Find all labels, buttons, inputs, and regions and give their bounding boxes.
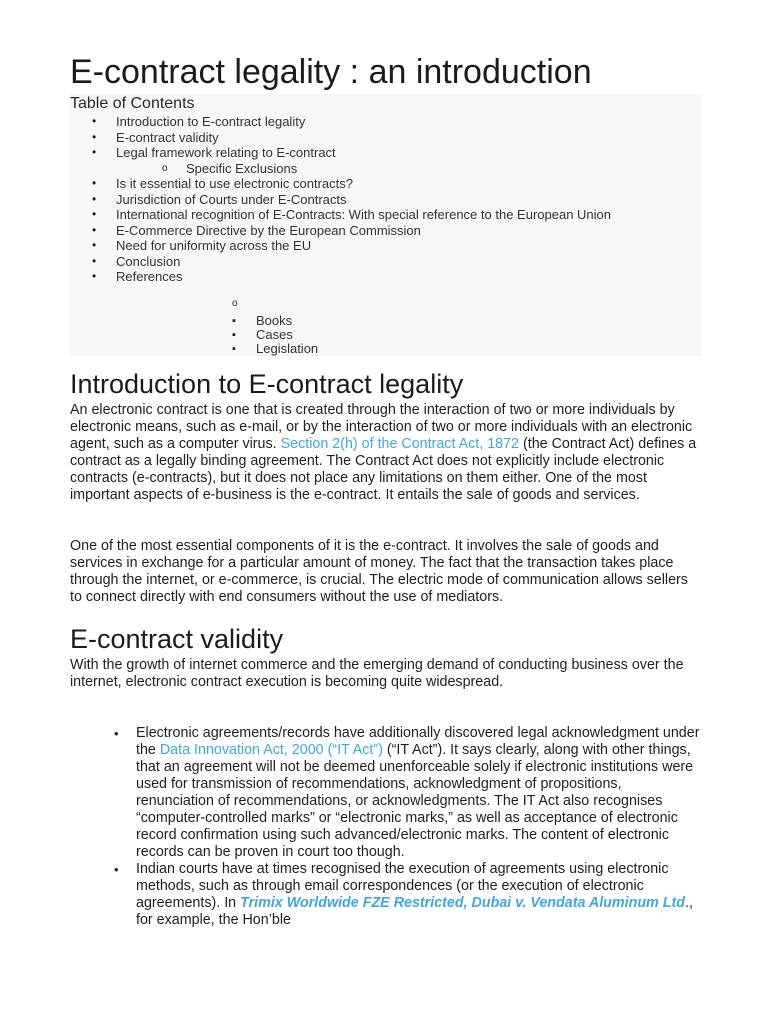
- validity-bullet-it-act: [70, 725, 702, 861]
- toc-references-list: [70, 314, 318, 356]
- section-heading-validity: E-contract validity: [70, 624, 284, 654]
- toc-empty-sub-bullet: o: [232, 298, 238, 309]
- it-act-link[interactable]: Data Innovation Act, 2000 (“IT Act”): [159, 742, 383, 758]
- validity-bullet-indian-courts: [70, 861, 702, 929]
- toc-item-essential[interactable]: • Is it essential to use electronic contracts?: [70, 176, 690, 192]
- toc-item-validity[interactable]: • E-contract validity: [70, 130, 690, 146]
- toc-item-international[interactable]: • International recognition of E-Contracts: With special reference to the European Union: [70, 207, 690, 223]
- contract-act-link[interactable]: Section 2(h) of the Contract Act, 1872: [280, 436, 520, 452]
- validity-b1-text-b: (“IT Act”). It says clearly, along with other things, that an agreement will not be deemed unenforceable solely if electronic institutions were used for transmission of recommendations, acknowledgment of propositions, renunciation of recommendations, or acknowledgments. The IT Act also recognises “computer-controlled marks” or “electronic marks,” as well as acceptance of electronic record confirmation using such advanced/electronic marks. The content of electronic records can be proven in court too though.: [136, 742, 694, 860]
- trimix-case-link[interactable]: Trimix Worldwide FZE Restricted, Dubai v. Vendata Aluminum Ltd: [240, 895, 685, 911]
- toc-item-references[interactable]: • References: [70, 269, 690, 285]
- toc-item-ecommerce-directive[interactable]: • E-Commerce Directive by the European Commission: [70, 223, 690, 239]
- validity-b2-text-b: ., for example, the Hon’ble: [136, 895, 693, 928]
- toc-list: [70, 114, 690, 285]
- document-title: E-contract legality : an introduction: [70, 53, 592, 91]
- toc-item-conclusion[interactable]: • Conclusion: [70, 254, 690, 270]
- validity-bullet-list: [70, 725, 702, 929]
- toc-item-legislation[interactable]: ▪ Legislation: [70, 342, 318, 356]
- toc-item-books[interactable]: ▪ Books: [70, 314, 318, 328]
- toc-item-specific-exclusions[interactable]: o Specific Exclusions: [70, 161, 690, 177]
- validity-b2-text-a: Indian courts have at times recognised the execution of agreements using electronic methods, such as through email correspondences (or the execution of electronic agreements). In: [136, 861, 669, 911]
- toc-item-legal-framework[interactable]: • Legal framework relating to E-contract: [70, 145, 690, 161]
- intro-p1-text-b: (the Contract Act) defines a contract as a legally binding agreement. The Contract Act does not explicitly include electronic contracts (e-contracts), but it does not place any limitations on them either. One of the most important aspects of e-business is the e-contract. It entails the sale of goods and services.: [70, 436, 697, 503]
- toc-item-uniformity[interactable]: • Need for uniformity across the EU: [70, 238, 690, 254]
- toc-heading: Table of Contents: [70, 95, 195, 112]
- toc-item-cases[interactable]: ▪ Cases: [70, 328, 318, 342]
- table-of-contents: [70, 94, 702, 356]
- intro-p1-text-a: An electronic contract is one that is created through the interaction of two or more individuals by electronic means, such as e-mail, or by the interaction of two or more individuals with an electronic agent, such as a computer virus.: [70, 402, 693, 452]
- intro-paragraph-1: [70, 402, 702, 504]
- toc-item-jurisdiction[interactable]: • Jurisdiction of Courts under E-Contracts: [70, 192, 690, 208]
- validity-paragraph-1: With the growth of internet commerce and the emerging demand of conducting business over the internet, electronic contract execution is becoming quite widespread.: [70, 657, 684, 690]
- section-heading-introduction: Introduction to E-contract legality: [70, 369, 464, 399]
- validity-b1-text-a: Electronic agreements/records have additionally discovered legal acknowledgment under the: [136, 725, 700, 758]
- intro-paragraph-2: One of the most essential components of it is the e-contract. It involves the sale of goods and services in exchange for a particular amount of money. The fact that the transaction takes place through the internet, or e-commerce, is crucial. The electric mode of communication allows sellers to connect directly with end consumers without the use of mediators.: [70, 538, 688, 605]
- toc-item-introduction[interactable]: • Introduction to E-contract legality: [70, 114, 690, 130]
